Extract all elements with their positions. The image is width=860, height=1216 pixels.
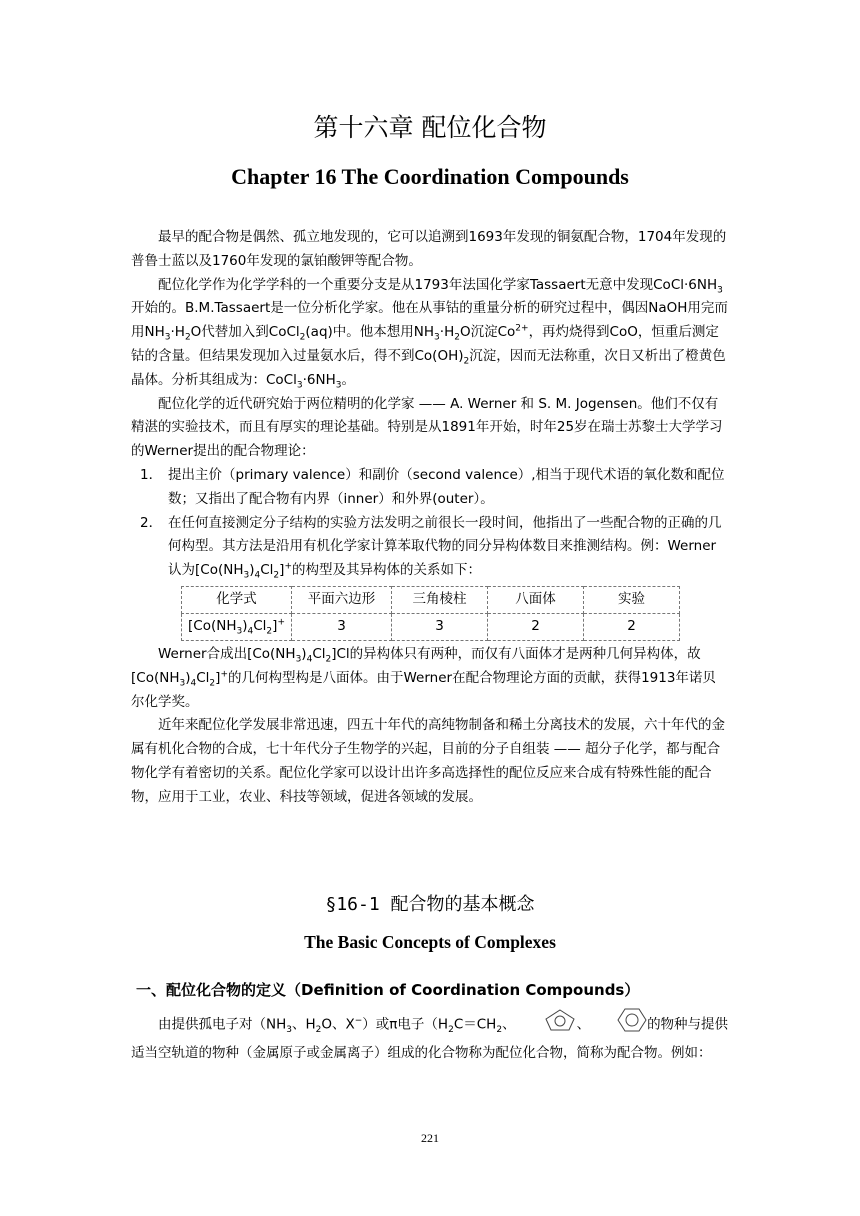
intro-paragraph-4: Werner合成出$[Co(NH_3)_4Cl_2]Cl$的异构体只有两种，而仅有八面体才是两种几何异构体，故$[Co(NH_3)_4Cl_2]^+$的几何构型构是八面体。由于Werner在配合物理论方面的贡献，获得1913年诺贝尔化学奖。 [131, 645, 716, 710]
chapter-title-en: Chapter 16 The Coordination Compounds [231, 164, 629, 189]
section-title-en: The Basic Concepts of Complexes [304, 932, 556, 952]
intro-paragraph-2: 配位化学作为化学学科的一个重要分支是从1793年法国化学家Tassaert无意中发现$CoCl\cdot 6NH_3$开始的。B.M.Tassaert是一位分析化学家。他在从事钴的重量分析的研究过程中，偶因NaOH用完而用$NH_3\cdot H_2O$代替加入到CoCl$_2$(aq)中。他本想用$NH_3\cdot H_2O$沉淀$Co^{2+}$，再灼烧得到CoO，恒重后测定钴的含量。但结果发现加入过量氨水后，得不到$Co(OH)_2$沉淀，因而无法称重，次日又析出了橙黄色晶体。分析其组成为：$CoCl_3\cdot 6NH_3$。 [131, 276, 728, 391]
table-cell: 2 [487, 613, 583, 640]
intro-body [131, 226, 729, 810]
chapter-title-cn: 第十六章 配位化合物 [313, 113, 547, 142]
table-cell: 2 [583, 613, 679, 640]
table-row [182, 613, 680, 640]
section-title-cn: §16-1 配合物的基本概念 [325, 894, 535, 915]
intro-paragraph-1: 最早的配合物是偶然、孤立地发现的，它可以追溯到1693年发现的铜氨配合物，1704年发现的普鲁士蓝以及1760年发现的氯铂酸钾等配合物。 [131, 229, 727, 269]
cyclopentadienyl-ring-icon [516, 1008, 577, 1041]
subsection-heading: 一、配位化合物的定义（Definition of Coordination Compounds） [136, 981, 640, 999]
table-header-cell: 八面体 [487, 586, 583, 613]
table-header-cell: 三角棱柱 [391, 586, 487, 613]
table-cell: 3 [391, 613, 487, 640]
table-header-cell: 平面六边形 [291, 586, 391, 613]
table-cell: 3 [291, 613, 391, 640]
table-cell-formula: $[Co(NH_3)_4Cl_2]^+$ [182, 613, 292, 640]
intro-paragraph-3: 配位化学的近代研究始于两位精明的化学家 —— A. Werner 和 S. M. Jogensen。他们不仅有精湛的实验技术，而且有厚实的理论基础。特别是从1891年开始，时年25岁在瑞士苏黎士大学学习的Werner提出的配合物理论： [131, 395, 723, 460]
page-number: 221 [421, 1131, 439, 1145]
list-item-2: 2． 在任何直接测定分子结构的实验方法发明之前很长一段时间，他指出了一些配合物的正确的几何构型。其方法是沿用有机化学家计算苯取代物的同分异构体数目来推测结构。例：Werner 认为$[Co(NH_3)_4Cl_2]^+$的构型及其异构体的关系如下： [140, 514, 722, 581]
table-header-row [182, 586, 680, 613]
isomer-table [181, 586, 680, 641]
definition-paragraph: 由提供孤电子对（$NH_3$、$H_2O$、X−）或π电子（$H_2C=CH_2$、 、 的物种与提供适当空轨道的物种（金属原子或金属离子）组成的化合物称为配位化合物，简称为配合物。例如： [131, 1007, 729, 1066]
table-header-cell: 实验 [583, 586, 679, 613]
benzene-ring-icon [590, 1007, 647, 1042]
definition-body [131, 1007, 729, 1066]
list-item-1: 1． 提出主价（primary valence）和副价（second valence）,相当于现代术语的氧化数和配位数；又指出了配合物有内界（inner）和外界(outer）。 [140, 466, 725, 507]
table-header-cell: 化学式 [182, 586, 292, 613]
intro-paragraph-5: 近年来配位化学发展非常迅速，四五十年代的高纯物制备和稀土分离技术的发展，六十年代的金属有机化合物的合成，七十年代分子生物学的兴起，目前的分子自组装 —— 超分子化学，都与配合物化学有着密切的关系。配位化学家可以设计出许多高选择性的配位反应来合成有特殊性能的配合物，应用于工业，农业、科技等领域，促进各领域的发展。 [131, 717, 725, 805]
